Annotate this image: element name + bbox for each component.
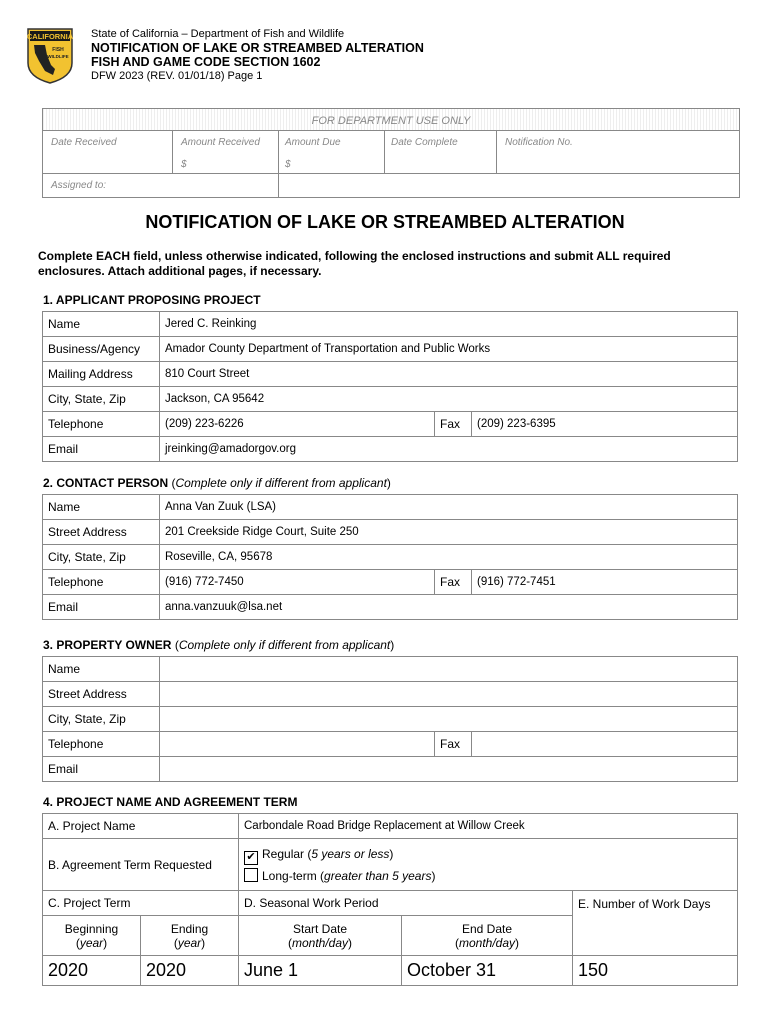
date-complete-label: Date Complete bbox=[391, 137, 458, 148]
street-field[interactable] bbox=[160, 682, 738, 707]
phone-label: Telephone bbox=[43, 570, 160, 595]
section3-note: Complete only if different from applicant bbox=[178, 638, 391, 652]
beginning-label: Beginning bbox=[64, 921, 119, 936]
regular-term-option[interactable]: ✔ Regular (5 years or less) bbox=[244, 843, 732, 865]
amount-received-field[interactable] bbox=[172, 130, 280, 175]
phone-label: Telephone bbox=[43, 412, 160, 437]
regular-note: 5 years or less bbox=[311, 846, 390, 861]
longterm-note: greater than 5 years bbox=[324, 868, 432, 883]
year-note: year bbox=[177, 935, 202, 950]
phone-field[interactable]: (916) 772-7450 bbox=[160, 570, 435, 595]
regular-checkbox[interactable]: ✔ bbox=[244, 851, 258, 865]
beginning-header: Beginning (year) bbox=[43, 916, 141, 956]
city-field[interactable] bbox=[160, 707, 738, 732]
date-complete-field[interactable] bbox=[384, 130, 498, 175]
city-label: City, State, Zip bbox=[43, 545, 160, 570]
amount-due-field[interactable] bbox=[278, 130, 386, 175]
work-days-field[interactable]: 150 bbox=[573, 956, 738, 986]
form-id: DFW 2023 (REV. 01/01/18) Page 1 bbox=[91, 70, 263, 82]
email-label: Email bbox=[43, 437, 160, 462]
end-year-field[interactable]: 2020 bbox=[141, 956, 239, 986]
city-field[interactable]: Jackson, CA 95642 bbox=[160, 387, 738, 412]
section2-heading: 2. CONTACT PERSON (Complete only if different from applicant) bbox=[43, 476, 391, 490]
begin-year-field[interactable]: 2020 bbox=[43, 956, 141, 986]
owner-table bbox=[42, 656, 738, 782]
email-field[interactable] bbox=[160, 757, 738, 782]
notification-no-field[interactable] bbox=[496, 130, 739, 175]
month-day-note: month/day bbox=[291, 935, 349, 950]
month-day-note: month/day bbox=[458, 935, 516, 950]
phone-field[interactable] bbox=[160, 732, 435, 757]
project-name-label: A. Project Name bbox=[43, 814, 239, 839]
email-label: Email bbox=[43, 595, 160, 620]
fax-label: Fax bbox=[435, 412, 472, 437]
applicant-table bbox=[42, 311, 738, 462]
email-field[interactable]: anna.vanzuuk@lsa.net bbox=[160, 595, 738, 620]
work-days-label: E. Number of Work Days bbox=[573, 891, 738, 956]
phone-label: Telephone bbox=[43, 732, 160, 757]
email-label: Email bbox=[43, 757, 160, 782]
project-table bbox=[42, 813, 738, 986]
seasonal-period-label: D. Seasonal Work Period bbox=[239, 891, 573, 916]
dollar-sign: $ bbox=[285, 159, 291, 170]
longterm-checkbox[interactable] bbox=[244, 868, 258, 882]
regular-label: Regular bbox=[262, 846, 305, 861]
longterm-term-option[interactable]: Long-term (greater than 5 years) bbox=[244, 865, 732, 887]
start-date-header: Start Date (month/day) bbox=[239, 916, 402, 956]
notification-no-label: Notification No. bbox=[505, 137, 573, 148]
fax-label: Fax bbox=[435, 570, 472, 595]
ending-header: Ending (year) bbox=[141, 916, 239, 956]
ending-label: Ending bbox=[170, 921, 209, 936]
start-date-label: Start Date bbox=[292, 921, 348, 936]
end-date-label: End Date bbox=[461, 921, 513, 936]
project-term-label: C. Project Term bbox=[43, 891, 239, 916]
city-label: City, State, Zip bbox=[43, 707, 160, 732]
form-title-line2: FISH AND GAME CODE SECTION 1602 bbox=[91, 55, 321, 69]
email-field[interactable]: jreinking@amadorgov.org bbox=[160, 437, 738, 462]
street-label: Street Address bbox=[43, 682, 160, 707]
longterm-label: Long-term bbox=[262, 868, 317, 883]
street-field[interactable]: 201 Creekside Ridge Court, Suite 250 bbox=[160, 520, 738, 545]
section4-heading: 4. PROJECT NAME AND AGREEMENT TERM bbox=[43, 795, 298, 809]
amount-received-label: Amount Received bbox=[181, 137, 260, 148]
owner-name-field[interactable] bbox=[160, 657, 738, 682]
contact-name-field[interactable]: Anna Van Zuuk (LSA) bbox=[160, 495, 738, 520]
agreement-term-label: B. Agreement Term Requested bbox=[43, 839, 239, 891]
start-date-field[interactable]: June 1 bbox=[239, 956, 402, 986]
section1-heading: 1. APPLICANT PROPOSING PROJECT bbox=[43, 293, 261, 307]
year-note: year bbox=[79, 935, 104, 950]
fax-label: Fax bbox=[435, 732, 472, 757]
section2-note: Complete only if different from applicant bbox=[175, 476, 387, 490]
assigned-to-label-cell bbox=[43, 173, 279, 197]
assigned-to-label: Assigned to: bbox=[51, 180, 107, 191]
fax-field[interactable]: (209) 223-6395 bbox=[472, 412, 738, 437]
name-label: Name bbox=[43, 312, 160, 337]
name-label: Name bbox=[43, 657, 160, 682]
dollar-sign: $ bbox=[181, 159, 187, 170]
svg-text:FISH: FISH bbox=[52, 47, 64, 53]
street-label: Street Address bbox=[43, 520, 160, 545]
city-label: City, State, Zip bbox=[43, 387, 160, 412]
name-label: Name bbox=[43, 495, 160, 520]
project-name-field[interactable]: Carbondale Road Bridge Replacement at Willow Creek bbox=[239, 814, 738, 839]
form-title-line1: NOTIFICATION OF LAKE OR STREAMBED ALTERATION bbox=[91, 41, 424, 55]
phone-field[interactable]: (209) 223-6226 bbox=[160, 412, 435, 437]
form-title bbox=[91, 41, 424, 69]
svg-text:CALIFORNIA: CALIFORNIA bbox=[26, 32, 74, 41]
california-seal-logo bbox=[25, 25, 75, 85]
applicant-name-field[interactable]: Jered C. Reinking bbox=[160, 312, 738, 337]
department-use-box bbox=[42, 108, 740, 198]
amount-due-label: Amount Due bbox=[285, 137, 341, 148]
mailing-field[interactable]: 810 Court Street bbox=[160, 362, 738, 387]
date-received-field[interactable] bbox=[43, 130, 173, 175]
agency-name: State of California – Department of Fish and Wildlife bbox=[91, 28, 345, 40]
section3-heading: 3. PROPERTY OWNER (Complete only if different from applicant) bbox=[43, 638, 395, 652]
business-label: Business/Agency bbox=[43, 337, 160, 362]
assigned-to-field[interactable] bbox=[278, 173, 739, 197]
section2-title: 2. CONTACT PERSON bbox=[43, 476, 169, 490]
city-field[interactable]: Roseville, CA, 95678 bbox=[160, 545, 738, 570]
mailing-label: Mailing Address bbox=[43, 362, 160, 387]
svg-text:WILDLIFE: WILDLIFE bbox=[47, 54, 69, 59]
main-title: NOTIFICATION OF LAKE OR STREAMBED ALTERATION bbox=[145, 212, 625, 232]
end-date-header: End Date (month/day) bbox=[402, 916, 573, 956]
end-date-field[interactable]: October 31 bbox=[402, 956, 573, 986]
contact-table bbox=[42, 494, 738, 620]
dept-use-heading: FOR DEPARTMENT USE ONLY bbox=[311, 115, 471, 127]
section3-title: 3. PROPERTY OWNER bbox=[43, 638, 172, 652]
instructions: Complete EACH field, unless otherwise indicated, following the enclosed instructions and submit ALL required enclosures. Attach additional pages, if necessary. bbox=[38, 249, 671, 278]
fax-field[interactable]: (916) 772-7451 bbox=[472, 570, 738, 595]
fax-field[interactable] bbox=[472, 732, 738, 757]
business-field[interactable]: Amador County Department of Transportation and Public Works bbox=[160, 337, 738, 362]
date-received-label: Date Received bbox=[51, 137, 117, 148]
